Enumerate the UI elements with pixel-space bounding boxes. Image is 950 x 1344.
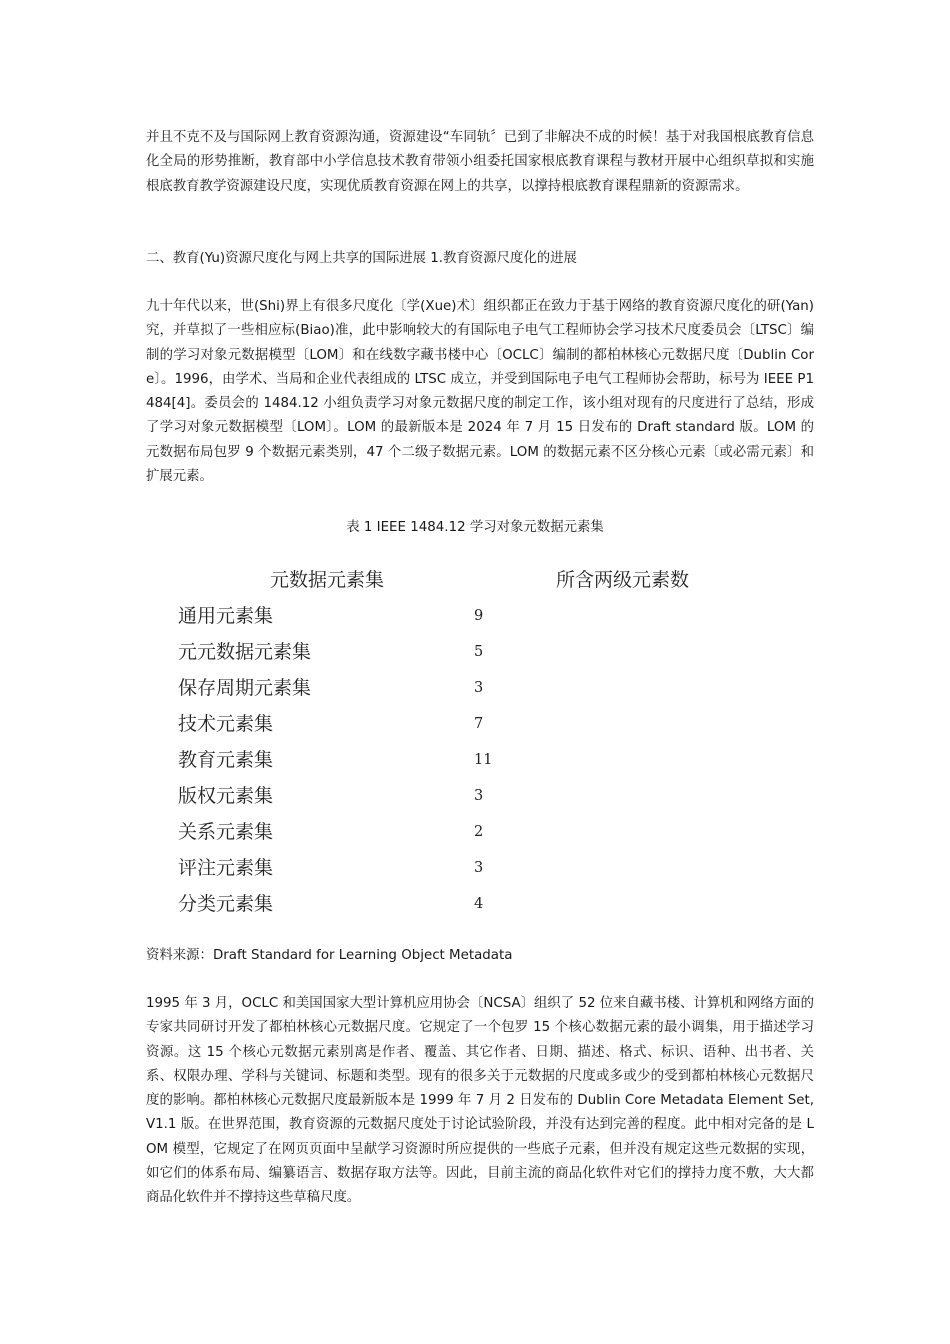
table-row xyxy=(0,742,950,778)
table-row xyxy=(0,778,950,814)
table-cell-count: 9 xyxy=(474,608,484,624)
paragraph-dublin-core: 1995 年 3 月，OCLC 和美国国家大型计算机应用协会〔NCSA〕组织了 52 位来自藏书楼、计算机和网络方面的专家共同研讨开发了都柏林核心元数据尺度。它规定了一个包罗 15 个核心数据元素的最小调集，用于描述学习资源。这 15 个核心元数据元素别离是作者、覆盖、其它作者、日期、描述、格式、标识、语种、出书者、关系、权限办理、学科与关键词、标题和类型。现有的很多关于元数据的尺度或多或少的受到都柏林核心元数据尺度的影响。都柏林核心元数据尺度最新版本是 1999 年 7 月 2 日发布的 Dublin Core Metadata Element Set,V1.1 版。在世界范围，教育资源的元数据尺度处于讨论试验阶段，并没有达到完善的程度。此中相对完备的是 LOM 模型，它规定了在网页页面中呈献学习资源时所应提供的一些底子元素，但并没有规定这些元数据的实现，如它们的体系布局、编纂语言、数据存取方法等。因此，目前主流的商品化软件对它们的撑持力度不敷，大大都商品化软件并不撑持这些草稿尺度。 xyxy=(146,996,814,1206)
table-cell-count: 3 xyxy=(474,788,484,804)
table-cell-count: 3 xyxy=(474,860,484,876)
table-cell-name: 元元数据元素集 xyxy=(178,641,312,663)
table-cell-name: 评注元素集 xyxy=(178,857,274,879)
table-cell-count: 11 xyxy=(474,752,493,768)
table-cell-name: 通用元素集 xyxy=(178,605,274,627)
table-cell-count: 4 xyxy=(474,896,484,912)
table-row xyxy=(0,886,950,922)
table-cell-name: 版权元素集 xyxy=(178,785,274,807)
table-cell-count: 2 xyxy=(474,824,484,840)
table-source-note: 资料来源：Draft Standard for Learning Object Metadata xyxy=(146,948,513,963)
table-caption: 表 1 IEEE 1484.12 学习对象元数据元素集 xyxy=(346,520,604,535)
table-cell-count: 5 xyxy=(474,644,484,660)
table-cell-name: 分类元素集 xyxy=(178,893,274,915)
table-cell-name: 技术元素集 xyxy=(178,713,274,735)
table-cell-count: 3 xyxy=(474,680,484,696)
table-row xyxy=(0,706,950,742)
table-row xyxy=(0,814,950,850)
table-cell-name: 关系元素集 xyxy=(178,821,274,843)
table-row xyxy=(0,634,950,670)
table-cell-name: 教育元素集 xyxy=(178,749,274,771)
table-row xyxy=(0,670,950,706)
table-row xyxy=(0,850,950,886)
table-row xyxy=(0,598,950,634)
paragraph-intro: 并且不克不及与国际网上教育资源沟通，资源建设“车同轨〞已到了非解决不成的时候！基于对我国根底教育信息化全局的形势推断，教育部中小学信息技术教育带领小组委托国家根底教育课程与教材开展中心组织草拟和实施根底教育教学资源建设尺度，实现优质教育资源在网上的共享，以撑持根底教育课程鼎新的资源需求。 xyxy=(146,130,814,194)
table-header-name: 元数据元素集 xyxy=(270,569,385,591)
table-cell-name: 保存周期元素集 xyxy=(178,677,312,699)
table-header-count: 所含两级元素数 xyxy=(556,569,690,591)
section-heading: 二、教育(Yu)资源尺度化与网上共享的国际进展 1.教育资源尺度化的进展 xyxy=(146,251,577,266)
paragraph-standards-history: 九十年代以来，世(Shi)界上有很多尺度化〔学(Xue)术〕组织都正在致力于基于网络的教育资源尺度化的研(Yan)究，并草拟了一些相应标(Biao)准，此中影响较大的有国际电子电气工程师协会学习技术尺度委员会〔LTSC〕编制的学习对象元数据模型〔LOM〕和在线数字藏书楼中心〔OCLC〕编制的都柏林核心元数据尺度〔Dublin Core〕。1996，由学术、当局和企业代表组成的 LTSC 成立，并受到国际电子电气工程师协会帮助，标号为 IEEE P1484[4]。委员会的 1484.12 小组负责学习对象元数据尺度的制定工作，该小组对现有的尺度进行了总结，形成了学习对象元数据模型〔LOM〕。LOM 的最新版本是 2024 年 7 月 15 日发布的 Draft standard 版。LOM 的元数据布局包罗 9 个数据元素类别，47 个二级子数据元素。LOM 的数据元素不区分核心元素〔或必需元素〕和扩展元素。 xyxy=(146,299,814,485)
table-cell-count: 7 xyxy=(474,716,484,732)
